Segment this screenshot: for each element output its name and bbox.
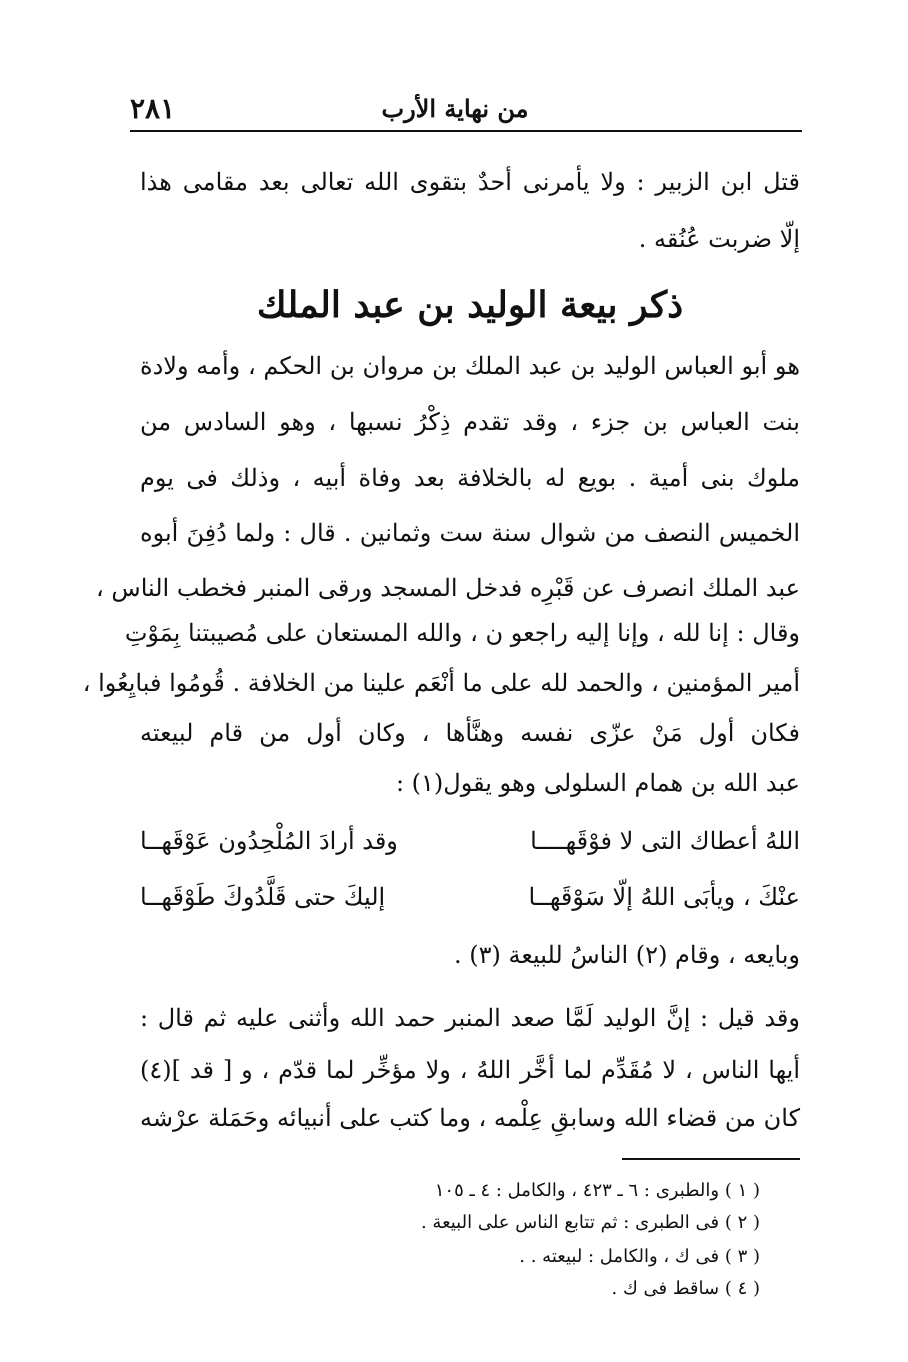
footnote: ( ١ ) والطبرى : ٦ ـ ٤٢٣ ، والكامل : ٤ ـ ١٠٥: [434, 1180, 760, 1201]
paragraph-line: عبد الله بن همام السلولى وهو يقول(١) :: [395, 769, 800, 797]
intro-line: إلّا ضربت عُنُقه .: [638, 225, 800, 253]
running-title: من نهاية الأرب: [381, 94, 529, 123]
intro-line: قتل ابن الزبير : ولا يأمرنى أحدٌ بتقوى الله تعالى بعد مقامى هذا: [140, 168, 800, 196]
footnote: ( ٢ ) فى الطبرى : ثم تتابع الناس على البيعة .: [420, 1212, 760, 1233]
page-number: ٢٨١: [130, 92, 176, 125]
footnote-rule: [622, 1158, 800, 1160]
paragraph-line: بنت العباس بن جزء ، وقد تقدم ذِكْرُ نسبها ، وهو السادس من: [140, 408, 800, 436]
paragraph-line: عبد الملك انصرف عن قَبْرِه فدخل المسجد ورقى المنبر فخطب الناس ،: [96, 574, 800, 602]
paragraph-line: فكان أول مَنْ عزّى نفسه وهنَّأها ، وكان أول من قام لبيعته: [140, 719, 800, 747]
paragraph-line: أيها الناس ، لا مُقَدِّم لما أخَّر اللهُ ، ولا مؤخِّر لما قدّم ، و [ قد ](٤): [140, 1056, 800, 1084]
paragraph-line: هو أبو العباس الوليد بن عبد الملك بن مروان بن الحكم ، وأمه ولادة: [140, 352, 800, 380]
paragraph-line: وقال : إنا لله ، وإنا إليه راجعو ن ، والله المستعان على مُصيبتنا بِمَوْتِ: [124, 619, 800, 647]
paragraph-line: وبايعه ، وقام (٢) الناسُ للبيعة (٣) .: [454, 941, 800, 969]
paragraph-line: أمير المؤمنين ، والحمد لله على ما أنْعَم علينا من الخلافة . قُومُوا فبايِعُوا ،: [82, 669, 800, 697]
page-header: [130, 86, 802, 130]
paragraph-line: الخميس النصف من شوال سنة ست وثمانين . قال : ولما دُفِنَ أبوه: [140, 519, 800, 547]
poem-hemistich: إليكَ حتى قَلَّدُوكَ طَوْقَهــا: [140, 883, 386, 911]
poem-verse: [140, 883, 800, 923]
paragraph-line: كان من قضاء الله وسابقِ عِلْمه ، وما كتب على أنبيائه وحَمَلة عرْشه: [140, 1104, 800, 1132]
poem-hemistich: وقد أرادَ المُلْحِدُون عَوْقَهــا: [140, 827, 398, 855]
footnote: ( ٣ ) فى ك ، والكامل : لبيعته . .: [519, 1246, 760, 1267]
section-heading: ذكر بيعة الوليد بن عبد الملك: [256, 284, 684, 326]
footnote: ( ٤ ) ساقط فى ك .: [611, 1278, 760, 1299]
poem-hemistich: عنْكَ ، ويأبَى اللهُ إلّا سَوْقَهــا: [528, 883, 800, 911]
header-rule: [130, 130, 802, 132]
poem-hemistich: اللهُ أعطاك التى لا فوْقَهــــا: [530, 827, 800, 855]
poem-verse: [140, 827, 800, 867]
paragraph-line: وقد قيل : إنَّ الوليد لَمَّا صعد المنبر حمد الله وأثنى عليه ثم قال :: [140, 1004, 800, 1032]
paragraph-line: ملوك بنى أمية . بويع له بالخلافة بعد وفاة أبيه ، وذلك فى يوم: [140, 464, 800, 492]
